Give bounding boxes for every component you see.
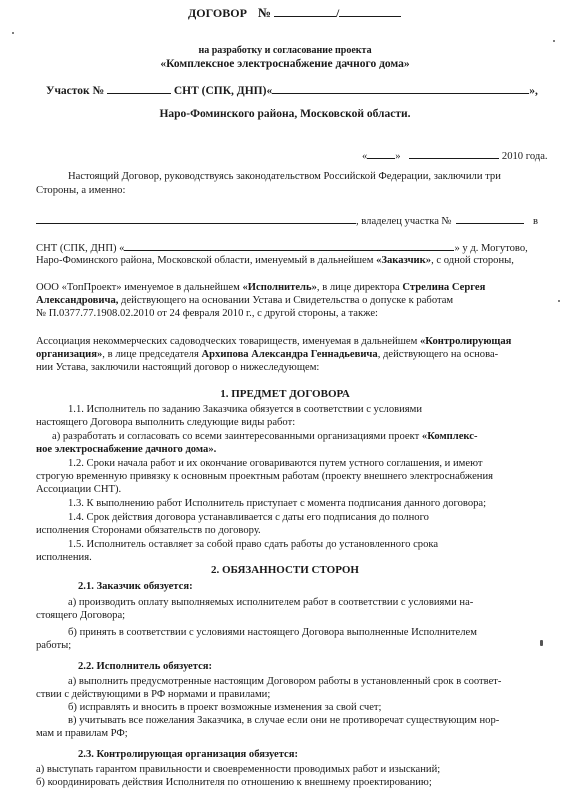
clause-2-3-heading: 2.3. Контролирующая организация обязуется: [78, 749, 298, 760]
clause-1-2: 1.2. Сроки начала работ и их окончание оговариваются путем устного соглашения, и имеют [68, 458, 483, 469]
clause-2-2-c-cont: мам и правилам РФ; [36, 728, 128, 739]
contract-subtitle: на разработку и согласование проекта [198, 45, 372, 56]
scan-speck [558, 300, 560, 302]
section-2-heading: 2. ОБЯЗАННОСТИ СТОРОН [210, 564, 359, 576]
scan-speck [12, 32, 14, 34]
snt-name-blank [272, 84, 529, 94]
snt-blank [124, 241, 454, 251]
clause-1-1-cont: настоящего Договора выполнить следующие виды работ: [36, 417, 296, 428]
clause-1-2-cont: строгую временную привязку к основным проектным работам (проекту внешнего электроснабжения [36, 471, 494, 482]
association-line-1: Ассоциация некоммерческих садоводческих товариществ, именуемая в дальнейшем «Контролирующая [36, 336, 512, 347]
snt-line-2: Наро-Фоминского района, Московской области, именуемый в дальнейшем «Заказчик», с одной стороны, [36, 255, 514, 266]
snt-line: СНТ (СПК, ДНП) « » у д. Могутово, [36, 243, 528, 254]
contract-suffix-blank [339, 7, 401, 17]
clause-1-1-a-cont: ное электроснабжение дачного дома». [36, 444, 217, 455]
clause-1-4-cont: исполнения Сторонами обязательств по договору. [36, 525, 261, 536]
district-line: Наро-Фоминского района, Московской области. [159, 108, 411, 120]
clause-1-5: 1.5. Исполнитель оставляет за собой право сдать работы до установленного срока [68, 539, 439, 550]
clause-1-5-cont: исполнения. [36, 552, 92, 563]
clause-2-2-b: б) исправлять и вносить в проект возможные изменения за свой счет; [68, 702, 382, 713]
plot-number-blank [107, 84, 171, 94]
clause-2-3-b: б) координировать действия Исполнителя по отношению к внешнему проектированию; [36, 777, 432, 788]
association-line-3: нии Устава, заключили настоящий договор о нижеследующем: [36, 362, 320, 373]
clause-1-2-cont2: Ассоциации СНТ). [36, 484, 122, 495]
contractor-line-1: ООО «ТопПроект» именуемое в дальнейшем «Исполнитель», в лице директора Стрелина Сергея [36, 282, 486, 293]
plot-line: Участок № СНТ (СПК, ДНП)« », [46, 85, 538, 97]
contract-title: ДОГОВОР № / [188, 6, 401, 20]
clause-1-1-a: а) разработать и согласовать со всеми заинтересованными организациями проект «Комплекс- [52, 431, 478, 442]
owner-line: , владелец участка № в [36, 214, 538, 228]
clause-2-1-heading: 2.1. Заказчик обязуется: [78, 581, 193, 592]
section-1-heading: 1. ПРЕДМЕТ ДОГОВОРА [220, 388, 350, 400]
clause-1-3: 1.3. К выполнению работ Исполнитель приступает с момента подписания данного договора; [68, 498, 487, 509]
contract-date: « » 2010 года. [362, 151, 548, 162]
clause-2-2-a-cont: ствии с действующими в РФ нормами и правилами; [36, 689, 271, 700]
clause-2-3-a: а) выступать гарантом правильности и своевременности проводимых работ и изысканий; [36, 764, 441, 775]
preamble-line-1: Настоящий Договор, руководствуясь законодательством Российской Федерации, заключили три [68, 171, 501, 182]
contractor-line-3: № П.0377.77.1908.02.2010 от 24 февраля 2010 г., с другой стороны, а также: [36, 308, 378, 319]
clause-1-1: 1.1. Исполнитель по заданию Заказчика обязуется в соответствии с условиями [68, 404, 423, 415]
clause-1-4: 1.4. Срок действия договора устанавливается с даты его подписания до полного [68, 512, 429, 523]
association-line-2: организация», в лице председателя Архипова Александра Геннадьевича, действующего на основа- [36, 349, 499, 360]
project-name: «Комплексное электроснабжение дачного дома» [160, 58, 410, 70]
clause-2-2-a: а) выполнить предусмотренные настоящим Договором работы в установленный срок в соответ- [68, 676, 502, 687]
scan-speck [553, 40, 555, 42]
clause-2-1-a-cont: стоящего Договора; [36, 610, 126, 621]
owner-name-blank [36, 214, 356, 224]
preamble-line-2: Стороны, а именно: [36, 185, 126, 196]
clause-2-2-c: в) учитывать все пожелания Заказчика, в случае если они не противоречат существующим нор- [68, 715, 500, 726]
clause-2-1-b-cont: работы; [36, 640, 72, 651]
contractor-line-2: Александровича, действующего на основании Устава и Свидетельства о допуске к работам [36, 295, 454, 306]
clause-2-1-a: а) производить оплату выполняемых исполнителем работ в соответствии с условиями на- [68, 597, 474, 608]
scan-speck [540, 640, 543, 646]
clause-2-1-b: б) принять в соответствии с условиями настоящего Договора выполненные Исполнителем [68, 627, 477, 638]
contract-number-blank [274, 7, 336, 17]
clause-2-2-heading: 2.2. Исполнитель обязуется: [78, 661, 213, 672]
